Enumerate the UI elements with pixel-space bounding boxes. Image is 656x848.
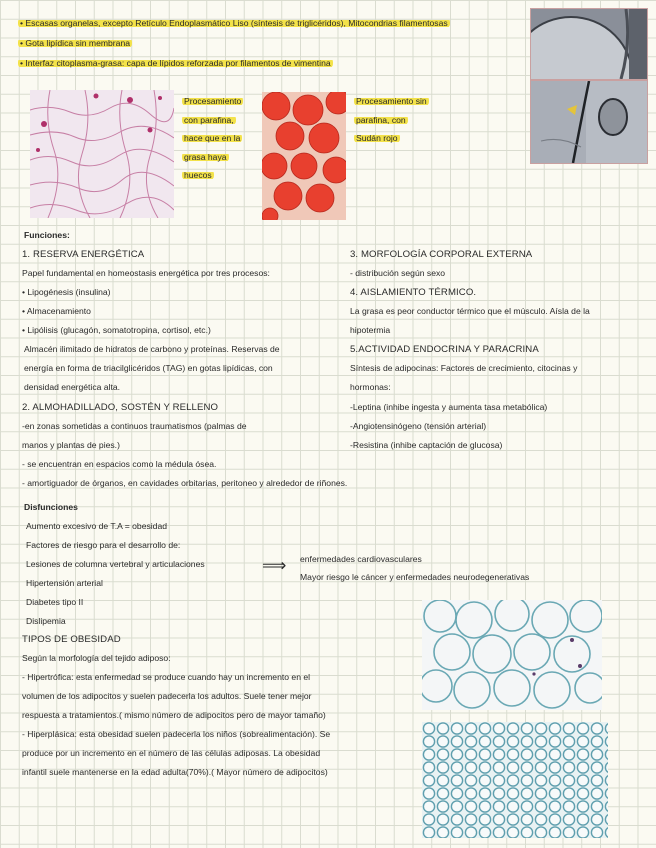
- funcion-text: La grasa es peor conductor térmico que el músculo. Aísla de la: [350, 306, 590, 316]
- funcion-text: energía en forma de triacilglicéridos (TAG) en gotas lipídicas, con: [24, 363, 273, 373]
- funcion-text: • Almacenamiento: [22, 306, 91, 316]
- obesidad-text: produce por un incremento en el número de las células adiposas. La obesidad: [22, 748, 321, 758]
- disfuncion-item: Aumento excesivo de T.A = obesidad: [26, 521, 168, 531]
- sudan-note: Procesamiento sin parafina, con Sudán rojo: [356, 96, 427, 143]
- funciones-title: Funciones:: [24, 230, 70, 240]
- bullet-organelas: • Escasas organelas, excepto Retículo Endoplasmático Liso (síntesis de triglicéridos), Mitocondrias filamentosas: [20, 18, 448, 28]
- bullet-interfaz: • Interfaz citoplasma-grasa: capa de lípidos reforzada por filamentos de vimentina: [20, 58, 331, 68]
- obesidad-text: volumen de los adipocitos y suelen padecerla los adultos. Suele tener mejor: [22, 691, 312, 701]
- funcion-text: Síntesis de adipocinas: Factores de crecimiento, citocinas y: [350, 363, 578, 373]
- electron-micrograph-2: [530, 80, 648, 164]
- funcion-2-heading: 2. ALMOHADILLADO, SOSTÉN Y RELLENO: [22, 402, 219, 413]
- funcion-text: -Leptina (inhibe ingesta y aumenta tasa metabólica): [350, 402, 548, 412]
- riesgo-text: enfermedades cardiovasculares: [300, 554, 422, 564]
- bullet-gota: • Gota lipídica sin membrana: [20, 38, 131, 48]
- paraffin-micrograph: [30, 90, 174, 218]
- hyperplastic-micrograph: [422, 722, 608, 838]
- disfuncion-item: Factores de riesgo para el desarrollo de:: [26, 540, 181, 550]
- funcion-3-heading: 3. MORFOLOGÍA CORPORAL EXTERNA: [350, 249, 533, 260]
- riesgo-text: Mayor riesgo le cáncer y enfermedades neurodegenerativas: [300, 572, 530, 582]
- funcion-text: -Resistina (inhibe captación de glucosa): [350, 440, 503, 450]
- funcion-5-heading: 5.ACTIVIDAD ENDOCRINA Y PARACRINA: [350, 344, 539, 355]
- disfuncion-item: Lesiones de columna vertebral y articulaciones: [26, 559, 205, 569]
- paraffin-note: Procesamiento con parafina, hace que en la grasa haya huecos: [184, 96, 242, 180]
- obesidad-text: infantil suele mantenerse en la edad adulta(70%).( Mayor número de adipocitos): [22, 767, 328, 777]
- funcion-text: hipotermia: [350, 325, 391, 335]
- hypertrophic-micrograph: [422, 600, 602, 710]
- funcion-text: Almacén ilimitado de hidratos de carbono y proteínas. Reservas de: [24, 344, 280, 354]
- funcion-4-heading: 4. AISLAMIENTO TÉRMICO.: [350, 287, 477, 298]
- funcion-text: manos y plantas de pies.): [22, 440, 120, 450]
- obesidad-text: Según la morfología del tejido adiposo:: [22, 653, 171, 663]
- funcion-text: densidad energética alta.: [24, 382, 121, 392]
- funcion-text: Papel fundamental en homeostasis energética por tres procesos:: [22, 268, 270, 278]
- obesidad-text: respuesta a tratamientos.( mismo número de adipocitos pero de mayor tamaño): [22, 710, 326, 720]
- obesidad-text: - Hiperplásica: esta obesidad suelen padecerla los niños (sobrealimentación). Se: [22, 729, 331, 739]
- implies-arrow-icon: ⟹: [262, 556, 287, 575]
- obesidad-title: TIPOS DE OBESIDAD: [22, 634, 121, 645]
- electron-micrograph-1: [530, 8, 648, 80]
- funcion-text: - amortiguador de órganos, en cavidades orbitarias, peritoneo y alrededor de riñones.: [22, 478, 348, 488]
- funcion-text: -en zonas sometidas a continuos traumatismos (palmas de: [22, 421, 247, 431]
- disfuncion-item: Diabetes tipo II: [26, 597, 84, 607]
- funcion-text: • Lipólisis (glucagón, somatotropina, cortisol, etc.): [22, 325, 211, 335]
- disfuncion-item: Dislipemia: [26, 616, 66, 626]
- disfuncion-item: Hipertensión arterial: [26, 578, 103, 588]
- obesidad-text: - Hipertrófica: esta enfermedad se produce cuando hay un incremento en el: [22, 672, 311, 682]
- sudan-micrograph: [262, 92, 346, 220]
- funcion-text: - distribución según sexo: [350, 268, 446, 278]
- funcion-text: hormonas:: [350, 382, 391, 392]
- disfunciones-title: Disfunciones: [24, 502, 78, 512]
- funcion-text: - se encuentran en espacios como la médula ósea.: [22, 459, 217, 469]
- funcion-1-heading: 1. RESERVA ENERGÉTICA: [22, 249, 145, 260]
- funcion-text: -Angiotensinógeno (tensión arterial): [350, 421, 487, 431]
- funcion-text: • Lipogénesis (insulina): [22, 287, 111, 297]
